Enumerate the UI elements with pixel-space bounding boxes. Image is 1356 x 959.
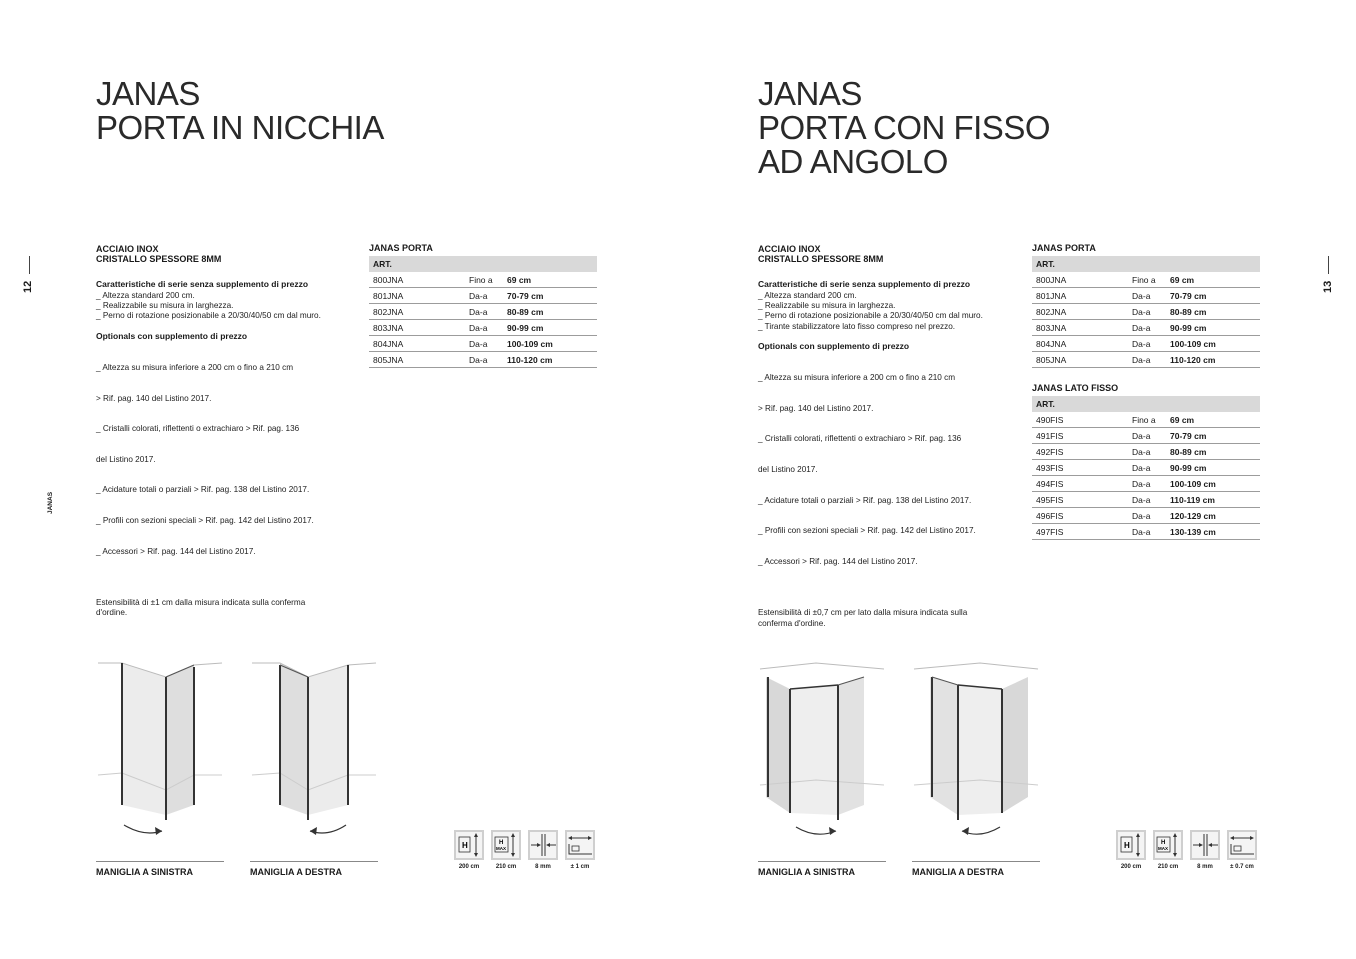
table-row — [1032, 352, 1260, 368]
list-item: _ Profili con sezioni speciali > Rif. pag. 142 del Listino 2017. — [96, 516, 314, 526]
svg-text:H: H — [1161, 840, 1166, 846]
list-item: _ Cristalli colorati, riflettenti o extrachiaro > Rif. pag. 136 — [758, 434, 962, 444]
material-line: CRISTALLO SPESSORE 8MM — [96, 254, 222, 264]
list-item: > Rif. pag. 140 del Listino 2017. — [758, 403, 874, 413]
extensibility-icon — [565, 830, 595, 860]
optionals-heading: Optionals con supplemento di prezzo — [758, 340, 910, 351]
cell: 801JNA — [369, 288, 465, 304]
cell: 802JNA — [369, 304, 465, 320]
extensibility-icon — [1227, 830, 1257, 860]
svg-text:H: H — [1124, 841, 1130, 850]
corner-door-right-drawing — [910, 655, 1042, 845]
cell: 497FIS — [1032, 524, 1128, 540]
cell: 804JNA — [369, 336, 465, 352]
svg-text:MAX: MAX — [1158, 846, 1168, 851]
note-line: Estensibilità di ±0,7 cm per lato dalla misura indicata sulla — [758, 608, 968, 618]
table-row — [1032, 460, 1260, 476]
icon-label: 8 mm — [535, 864, 551, 870]
cell: Da-a — [1128, 428, 1166, 444]
table-row — [369, 336, 597, 352]
cell: 70-79 cm — [1166, 428, 1260, 444]
cell: Da-a — [1128, 460, 1166, 476]
list-item: _ Perno di rotazione posizionabile a 20/30/40/50 cm dal muro. — [96, 311, 321, 321]
cell: 80-89 cm — [1166, 304, 1260, 320]
list-item: _ Tirante stabilizzatore lato fisso compreso nel prezzo. — [758, 321, 956, 331]
standard-heading: Caratteristiche di serie senza supplemento di prezzo — [96, 279, 309, 289]
cell: 70-79 cm — [1166, 288, 1260, 304]
title-line: JANAS — [758, 75, 862, 112]
cell: Fino a — [465, 272, 503, 288]
title-line: JANAS — [96, 75, 200, 112]
cell: 90-99 cm — [503, 320, 597, 336]
table-row — [369, 352, 597, 368]
cell: 100-109 cm — [1166, 336, 1260, 352]
list-item: _ Altezza standard 200 cm. — [96, 291, 195, 300]
cell: 69 cm — [1166, 272, 1260, 288]
side-label: JANAS — [47, 491, 54, 514]
cell: Da-a — [1128, 476, 1166, 492]
cell: 495FIS — [1032, 492, 1128, 508]
table-row — [1032, 336, 1260, 352]
cell: Da-a — [465, 320, 503, 336]
height-icon — [1116, 830, 1146, 860]
table-row — [1032, 492, 1260, 508]
cell: 805JNA — [1032, 352, 1128, 368]
caption-right-handle: MANIGLIA A DESTRA — [912, 867, 1004, 877]
right-page-title — [758, 77, 1050, 179]
svg-text:H: H — [462, 841, 468, 850]
cell: Da-a — [465, 352, 503, 368]
max-height-icon — [491, 830, 521, 860]
cell: 80-89 cm — [503, 304, 597, 320]
price-table — [1032, 256, 1260, 368]
table-row — [1032, 288, 1260, 304]
cell: 80-89 cm — [1166, 444, 1260, 460]
cell: Da-a — [465, 304, 503, 320]
cell: 492FIS — [1032, 444, 1128, 460]
material-line: ACCIAIO INOX — [758, 244, 821, 254]
cell: Fino a — [1128, 272, 1166, 288]
caption-rule — [758, 861, 886, 862]
niche-door-left-drawing — [94, 655, 226, 845]
price-table — [369, 256, 597, 368]
svg-text:H: H — [499, 840, 504, 846]
cell: 120-129 cm — [1166, 508, 1260, 524]
cell: 803JNA — [369, 320, 465, 336]
cell: 800JNA — [369, 272, 465, 288]
cell: Da-a — [1128, 352, 1166, 368]
table-row — [1032, 524, 1260, 540]
right-table1-block — [1032, 243, 1260, 368]
corner-door-left-drawing — [756, 655, 888, 845]
list-item: _ Perno di rotazione posizionabile a 20/30/40/50 cm dal muro. — [758, 311, 983, 321]
table-row — [369, 304, 597, 320]
caption-rule — [912, 861, 1040, 862]
caption-rule — [96, 861, 224, 862]
cell: Da-a — [1128, 288, 1166, 304]
list-item: _ Acidature totali o parziali > Rif. pag. 138 del Listino 2017. — [96, 485, 310, 495]
list-item: _ Realizzabile su misura in larghezza. — [758, 301, 896, 311]
icon-label: 210 cm — [1157, 864, 1179, 870]
table-header: ART. — [369, 256, 597, 272]
left-table-block — [369, 243, 597, 368]
cell: 110-120 cm — [503, 352, 597, 368]
svg-text:MAX: MAX — [496, 846, 506, 851]
left-page-number: 12 — [22, 280, 34, 293]
list-item: _ Altezza su misura inferiore a 200 cm o fino a 210 cm — [758, 373, 956, 383]
left-page-title — [96, 77, 384, 145]
note-line: d'ordine. — [96, 608, 128, 618]
title-line: PORTA CON FISSO — [758, 109, 1050, 146]
list-item: _ Acidature totali o parziali > Rif. pag. 138 del Listino 2017. — [758, 495, 972, 505]
cell: Fino a — [1128, 412, 1166, 428]
niche-door-right-drawing — [248, 655, 380, 845]
cell: 100-109 cm — [503, 336, 597, 352]
cell: 110-120 cm — [1166, 352, 1260, 368]
cell: 90-99 cm — [1166, 460, 1260, 476]
cell: Da-a — [1128, 320, 1166, 336]
icon-label: 8 mm — [1197, 864, 1213, 870]
cell: Da-a — [1128, 492, 1166, 508]
list-item: _ Accessori > Rif. pag. 144 del Listino 2017. — [96, 546, 256, 556]
glass-thickness-icon — [1190, 830, 1220, 860]
cell: Da-a — [465, 288, 503, 304]
right-page-number: 13 — [1322, 280, 1334, 293]
list-item: _ Accessori > Rif. pag. 144 del Listino 2017. — [758, 556, 918, 566]
caption-left-handle: MANIGLIA A SINISTRA — [758, 867, 855, 877]
caption-left-handle: MANIGLIA A SINISTRA — [96, 867, 193, 877]
cell: 491FIS — [1032, 428, 1128, 444]
cell: 802JNA — [1032, 304, 1128, 320]
table-row — [1032, 320, 1260, 336]
table-title: JANAS PORTA — [369, 243, 433, 253]
table-header: ART. — [1032, 396, 1260, 412]
table-title: JANAS LATO FISSO — [1032, 383, 1119, 393]
list-item: del Listino 2017. — [96, 454, 156, 464]
list-item: _ Cristalli colorati, riflettenti o extrachiaro > Rif. pag. 136 — [96, 424, 300, 434]
glass-thickness-icon — [528, 830, 558, 860]
cell: 496FIS — [1032, 508, 1128, 524]
cell: 805JNA — [369, 352, 465, 368]
height-icon — [454, 830, 484, 860]
cell: 90-99 cm — [1166, 320, 1260, 336]
list-item: _ Realizzabile su misura in larghezza. — [96, 301, 234, 311]
left-page-number-wrap — [22, 280, 34, 305]
table-row — [369, 272, 597, 288]
table-header: ART. — [1032, 256, 1260, 272]
cell: 110-119 cm — [1166, 492, 1260, 508]
material-line: ACCIAIO INOX — [96, 244, 159, 254]
cell: 803JNA — [1032, 320, 1128, 336]
cell: 130-139 cm — [1166, 524, 1260, 540]
note-line: conferma d'ordine. — [758, 618, 826, 628]
table-row — [1032, 272, 1260, 288]
title-line: PORTA IN NICCHIA — [96, 109, 384, 146]
cell: Da-a — [1128, 524, 1166, 540]
caption-right-handle: MANIGLIA A DESTRA — [250, 867, 342, 877]
list-item: _ Altezza standard 200 cm. — [758, 291, 857, 300]
cell: 494FIS — [1032, 476, 1128, 492]
cell: 800JNA — [1032, 272, 1128, 288]
list-item: del Listino 2017. — [758, 465, 818, 475]
icon-label: 210 cm — [495, 864, 517, 870]
price-table — [1032, 396, 1260, 540]
left-page-tick — [29, 256, 30, 274]
cell: Da-a — [1128, 304, 1166, 320]
table-row — [1032, 476, 1260, 492]
left-spec-block — [96, 244, 356, 619]
cell: 70-79 cm — [503, 288, 597, 304]
cell: 69 cm — [503, 272, 597, 288]
cell: 69 cm — [1166, 412, 1260, 428]
list-item: _ Altezza su misura inferiore a 200 cm o fino a 210 cm — [96, 363, 294, 373]
table-row — [1032, 428, 1260, 444]
right-spec-block — [758, 244, 1023, 629]
cell: Da-a — [1128, 508, 1166, 524]
cell: 100-109 cm — [1166, 476, 1260, 492]
cell: 490FIS — [1032, 412, 1128, 428]
icon-label: ± 0.7 cm — [1230, 864, 1254, 870]
table-row — [369, 288, 597, 304]
optionals-heading: Optionals con supplemento di prezzo — [96, 330, 248, 341]
list-item: _ Profili con sezioni speciali > Rif. pag. 142 del Listino 2017. — [758, 526, 976, 536]
cell: Da-a — [1128, 336, 1166, 352]
icon-label: 200 cm — [458, 864, 480, 870]
cell: Da-a — [1128, 444, 1166, 460]
side-label-wrap — [47, 491, 69, 521]
title-line: AD ANGOLO — [758, 143, 948, 180]
table-row — [1032, 304, 1260, 320]
table-row — [1032, 412, 1260, 428]
cell: 804JNA — [1032, 336, 1128, 352]
cell: Da-a — [465, 336, 503, 352]
caption-rule — [250, 861, 378, 862]
right-page-number-wrap — [1322, 280, 1334, 305]
list-item: > Rif. pag. 140 del Listino 2017. — [96, 393, 212, 403]
table-row — [1032, 508, 1260, 524]
table-title: JANAS PORTA — [1032, 243, 1096, 253]
cell: 801JNA — [1032, 288, 1128, 304]
icon-label: 200 cm — [1120, 864, 1142, 870]
icon-label: ± 1 cm — [570, 864, 590, 870]
right-table2-block — [1032, 383, 1260, 540]
material-line: CRISTALLO SPESSORE 8MM — [758, 254, 884, 264]
table-row — [1032, 444, 1260, 460]
right-page-tick — [1328, 256, 1329, 274]
note-line: Estensibilità di ±1 cm dalla misura indicata sulla conferma — [96, 598, 306, 608]
max-height-icon — [1153, 830, 1183, 860]
table-row — [369, 320, 597, 336]
standard-heading: Caratteristiche di serie senza supplemento di prezzo — [758, 279, 971, 289]
cell: 493FIS — [1032, 460, 1128, 476]
